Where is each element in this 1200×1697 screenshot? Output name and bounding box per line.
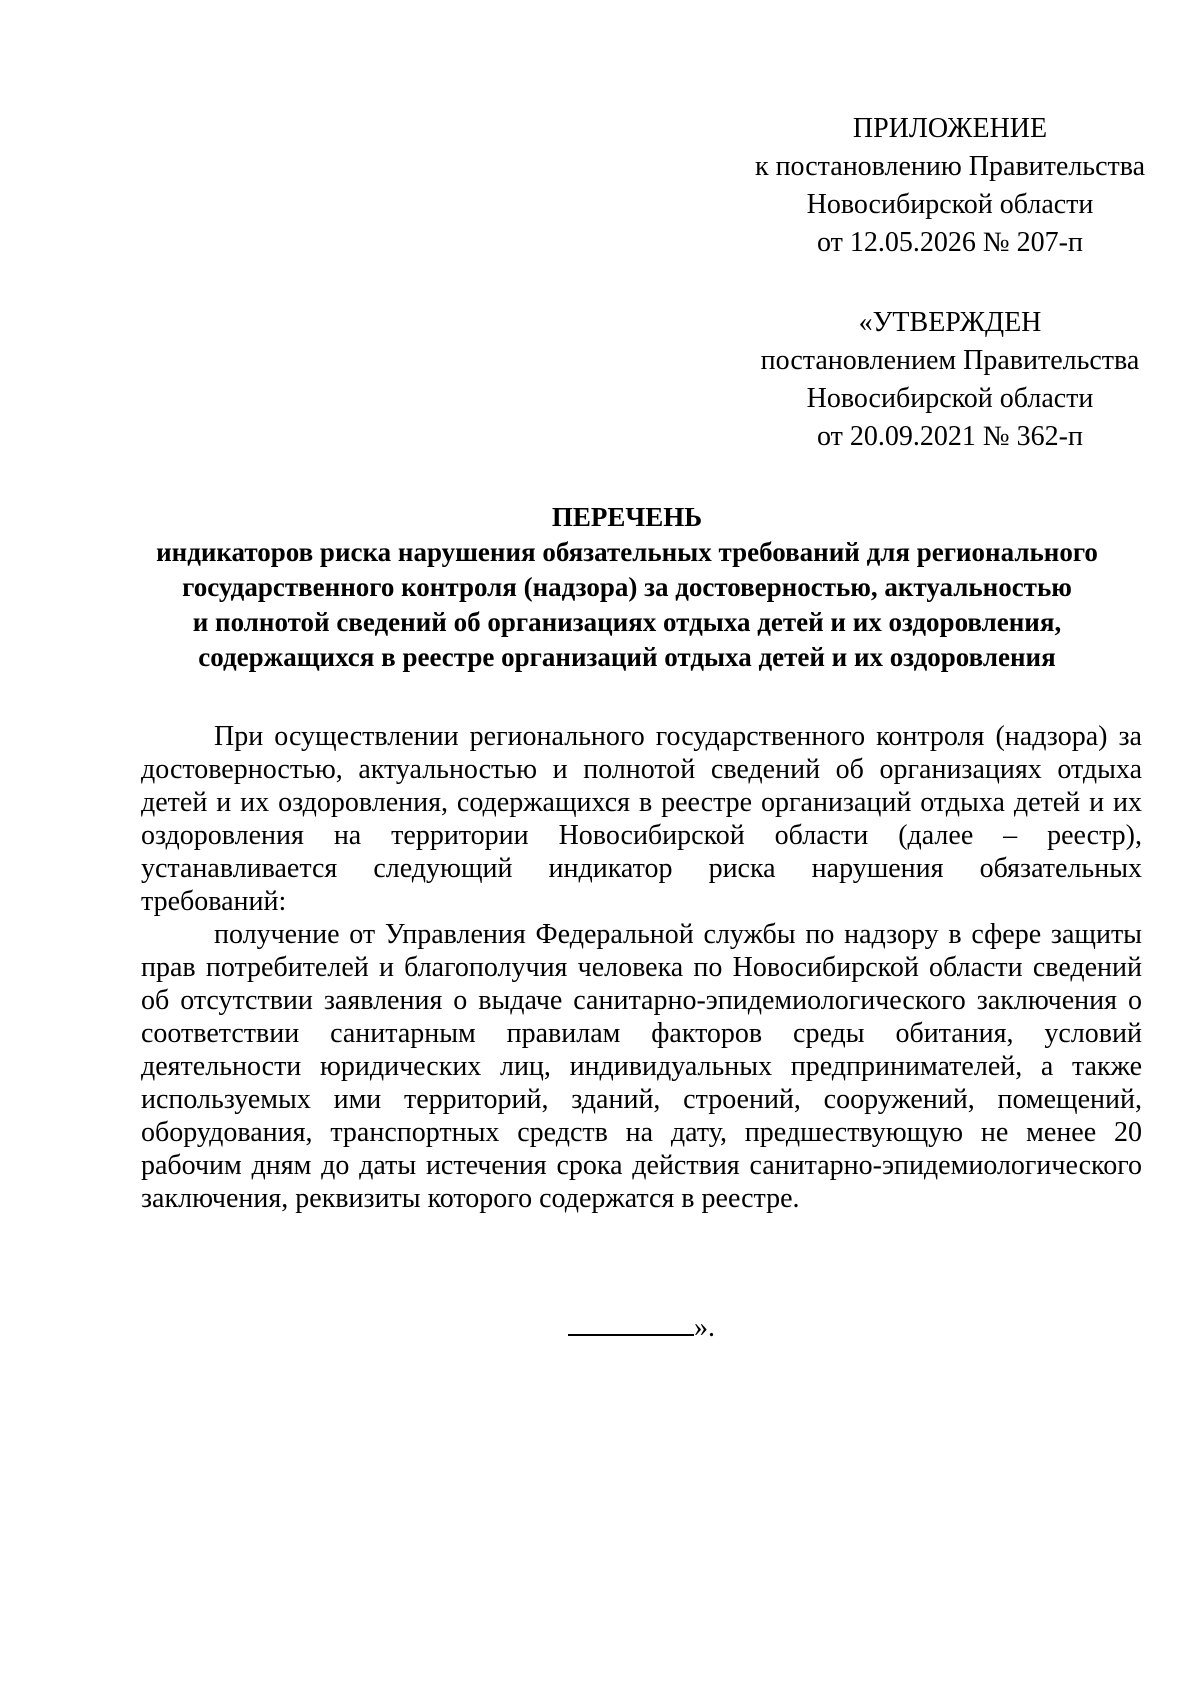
approved-reference: постановлением Правительства	[760, 345, 1140, 376]
document-title	[130, 500, 1124, 675]
body-paragraph-2: получение от Управления Федеральной службы по надзору в сфере защиты прав потребителей и благополучия человека по Новосибирской области сведений об отсутствии заявления о выдаче санитарно-эпидемиологического заключения о соответствии санитарным правилам факторов среды обитания, условий деятельности юридических лиц, индивидуальных предпринимателей, а также используемых ими территорий, зданий, строений, сооружений, помещений, оборудования, транспортных средств на дату, предшествующую не менее 20 рабочим дням до даты истечения срока действия санитарно-эпидемиологического заключения, реквизиты которого содержатся в реестре.	[141, 919, 1142, 1214]
annex-date-number: от 12.05.2026 № 207-п	[817, 227, 1083, 258]
closing-quote: ».	[694, 1312, 715, 1343]
annex-block	[700, 110, 1200, 262]
approved-block	[700, 304, 1200, 456]
body-paragraph-1: При осуществлении регионального государственного контроля (надзора) за достоверностью, актуальностью и полнотой сведений об организациях отдыха детей и их оздоровления, содержащихся в реестре организаций отдыха детей и их оздоровления на территории Новосибирской области (далее – реестр), устанавливается следующий индикатор риска нарушения обязательных требований:	[141, 721, 1142, 917]
title-line-4: содержащихся в реестре организаций отдыха детей и их оздоровления	[198, 642, 1056, 672]
closing-underline	[568, 1308, 694, 1336]
title-heading: ПЕРЕЧЕНЬ	[551, 502, 703, 532]
title-line-3: и полнотой сведений об организациях отдыха детей и их оздоровления,	[192, 607, 1062, 637]
title-line-1: индикаторов риска нарушения обязательных требований для регионального	[156, 537, 1098, 567]
approved-region: Новосибирской области	[806, 383, 1094, 414]
approved-label: «УТВЕРЖДЕН	[858, 307, 1042, 338]
annex-region: Новосибирской области	[806, 189, 1094, 220]
annex-reference: к постановлению Правительства	[754, 151, 1146, 182]
annex-label: ПРИЛОЖЕНИЕ	[852, 113, 1048, 144]
approved-date-number: от 20.09.2021 № 362-п	[817, 421, 1083, 452]
title-line-2: государственного контроля (надзора) за достоверностью, актуальностью	[182, 572, 1072, 602]
closing-mark	[568, 1308, 715, 1346]
document-body	[141, 720, 1142, 1215]
